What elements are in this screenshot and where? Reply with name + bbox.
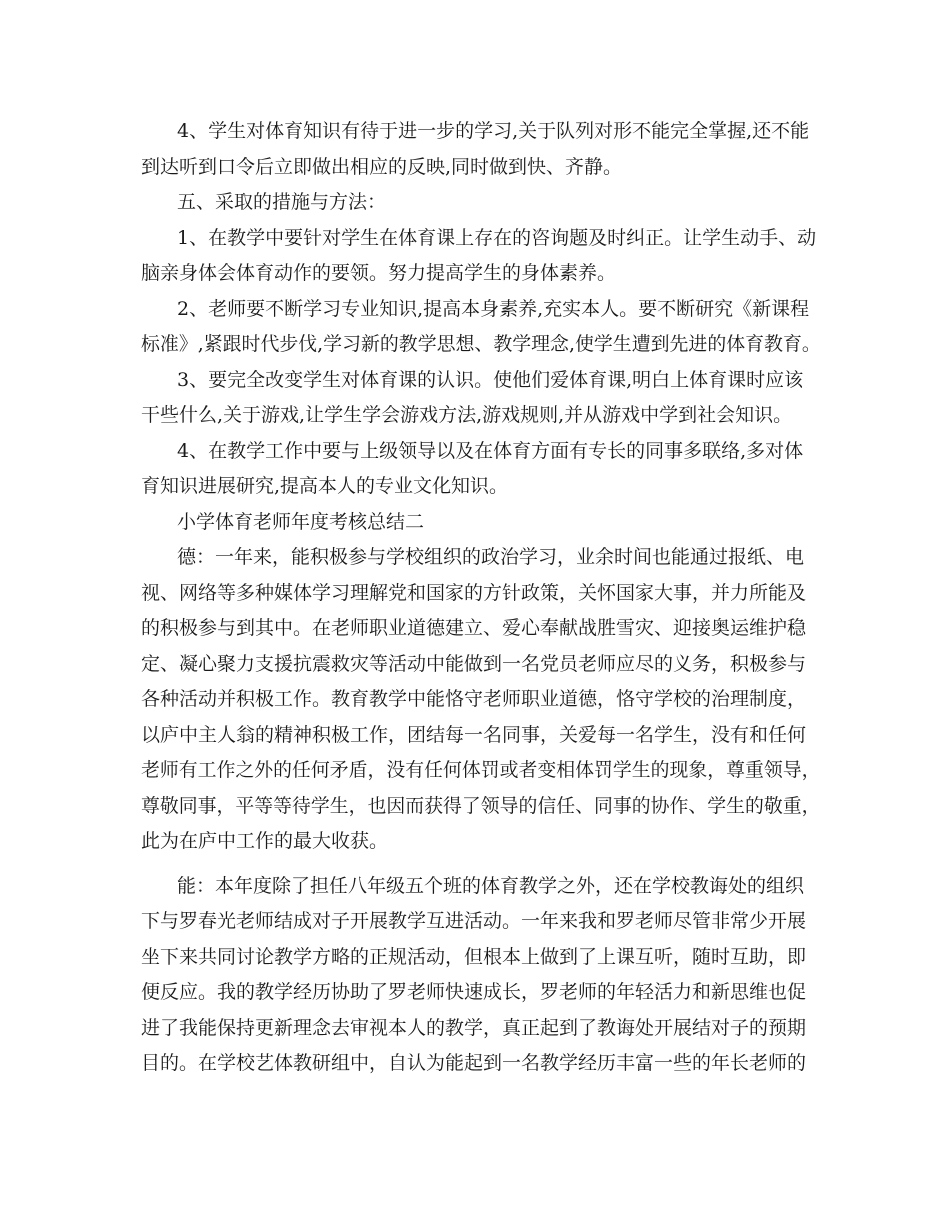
paragraph-line: 德：一年来，能积极参与学校组织的政治学习，业余时间也能通过报纸、电 — [177, 546, 805, 568]
paragraph-line: 1、在教学中要针对学生在体育课上存在的咨询题及时纠正。让学生动手、动 — [177, 226, 817, 249]
paragraph-line: 标准》,紧跟时代步伐,学习新的教学思想、教学理念,使学生遭到先进的体育教育。 — [141, 333, 821, 355]
paragraph-line: 2、老师要不断学习专业知识,提高本身素养,充实本人。要不断研究《新课程 — [177, 297, 810, 320]
paragraph-line: 能：本年度除了担任八年级五个班的体育教学之外，还在学校教诲处的组织 — [177, 874, 805, 897]
paragraph-line: 老师有工作之外的任何矛盾，没有任何体罚或者变相体罚学生的现象，尊重领导， — [141, 759, 821, 781]
document-body — [141, 114, 821, 1082]
paragraph-line: 到达听到口令后立即做出相应的反映,同时做到快、齐静。 — [141, 155, 623, 178]
paragraph-line: 各种活动并积极工作。教育教学中能恪守老师职业道德，恪守学校的治理制度， — [141, 688, 807, 710]
paragraph-line: 视、网络等多种媒体学习理解党和国家的方针政策，关怀国家大事，并力所能及 — [141, 581, 807, 604]
paragraph-line: 4、在教学工作中要与上级领导以及在体育方面有专长的同事多联络,多对体 — [177, 439, 804, 462]
document-subtitle: 小学体育老师年度考核总结二 — [177, 510, 425, 533]
paragraph-line: 干些什么,关于游戏,让学生学会游戏方法,游戏规则,并从游戏中学到社会知识。 — [141, 404, 793, 426]
paragraph-line: 此为在庐中工作的最大收获。 — [141, 830, 389, 852]
paragraph-line: 下与罗春光老师结成对子开展教学互进活动。一年来我和罗老师尽管非常少开展 — [141, 910, 807, 932]
paragraph-line: 3、要完全改变学生对体育课的认识。使他们爱体育课,明白上体育课时应该 — [177, 368, 804, 391]
paragraph-line: 尊敬同事，平等等待学生，也因而获得了领导的信任、同事的协作、学生的敬重， — [141, 794, 821, 817]
paragraph-line: 便反应。我的教学经历协助了罗老师快速成长，罗老师的年轻活力和新思维也促 — [141, 981, 807, 1003]
paragraph-line: 坐下来共同讨论教学方略的正规活动，但根本上做到了上课互听，随时互助，即 — [141, 945, 807, 968]
paragraph-line: 进了我能保持更新理念去审视本人的教学，真正起到了教诲处开展结对子的预期 — [141, 1016, 807, 1039]
paragraph-line: 以庐中主人翁的精神积极工作，团结每一名同事，关爱每一名学生，没有和任何 — [141, 723, 807, 746]
paragraph-line: 脑亲身体会体育动作的要领。努力提高学生的身体素养。 — [141, 262, 617, 284]
paragraph-line: 的积极参与到其中。在老师职业道德建立、爱心奉献战胜雪灾、迎接奥运维护稳 — [141, 617, 807, 639]
paragraph-gap — [141, 860, 821, 869]
paragraph-line: 4、学生对体育知识有待于进一步的学习,关于队列对形不能完全掌握,还不能 — [177, 120, 810, 142]
paragraph-line: 目的。在学校艺体教研组中，自认为能起到一名教学经历丰富一些的年长老师的 — [141, 1052, 807, 1074]
section-heading: 五、采取的措施与方法： — [177, 191, 387, 213]
paragraph-line: 育知识进展研究,提高本人的专业文化知识。 — [141, 475, 509, 497]
paragraph-line: 定、凝心聚力支援抗震救灾等活动中能做到一名党员老师应尽的义务，积极参与 — [141, 652, 807, 675]
